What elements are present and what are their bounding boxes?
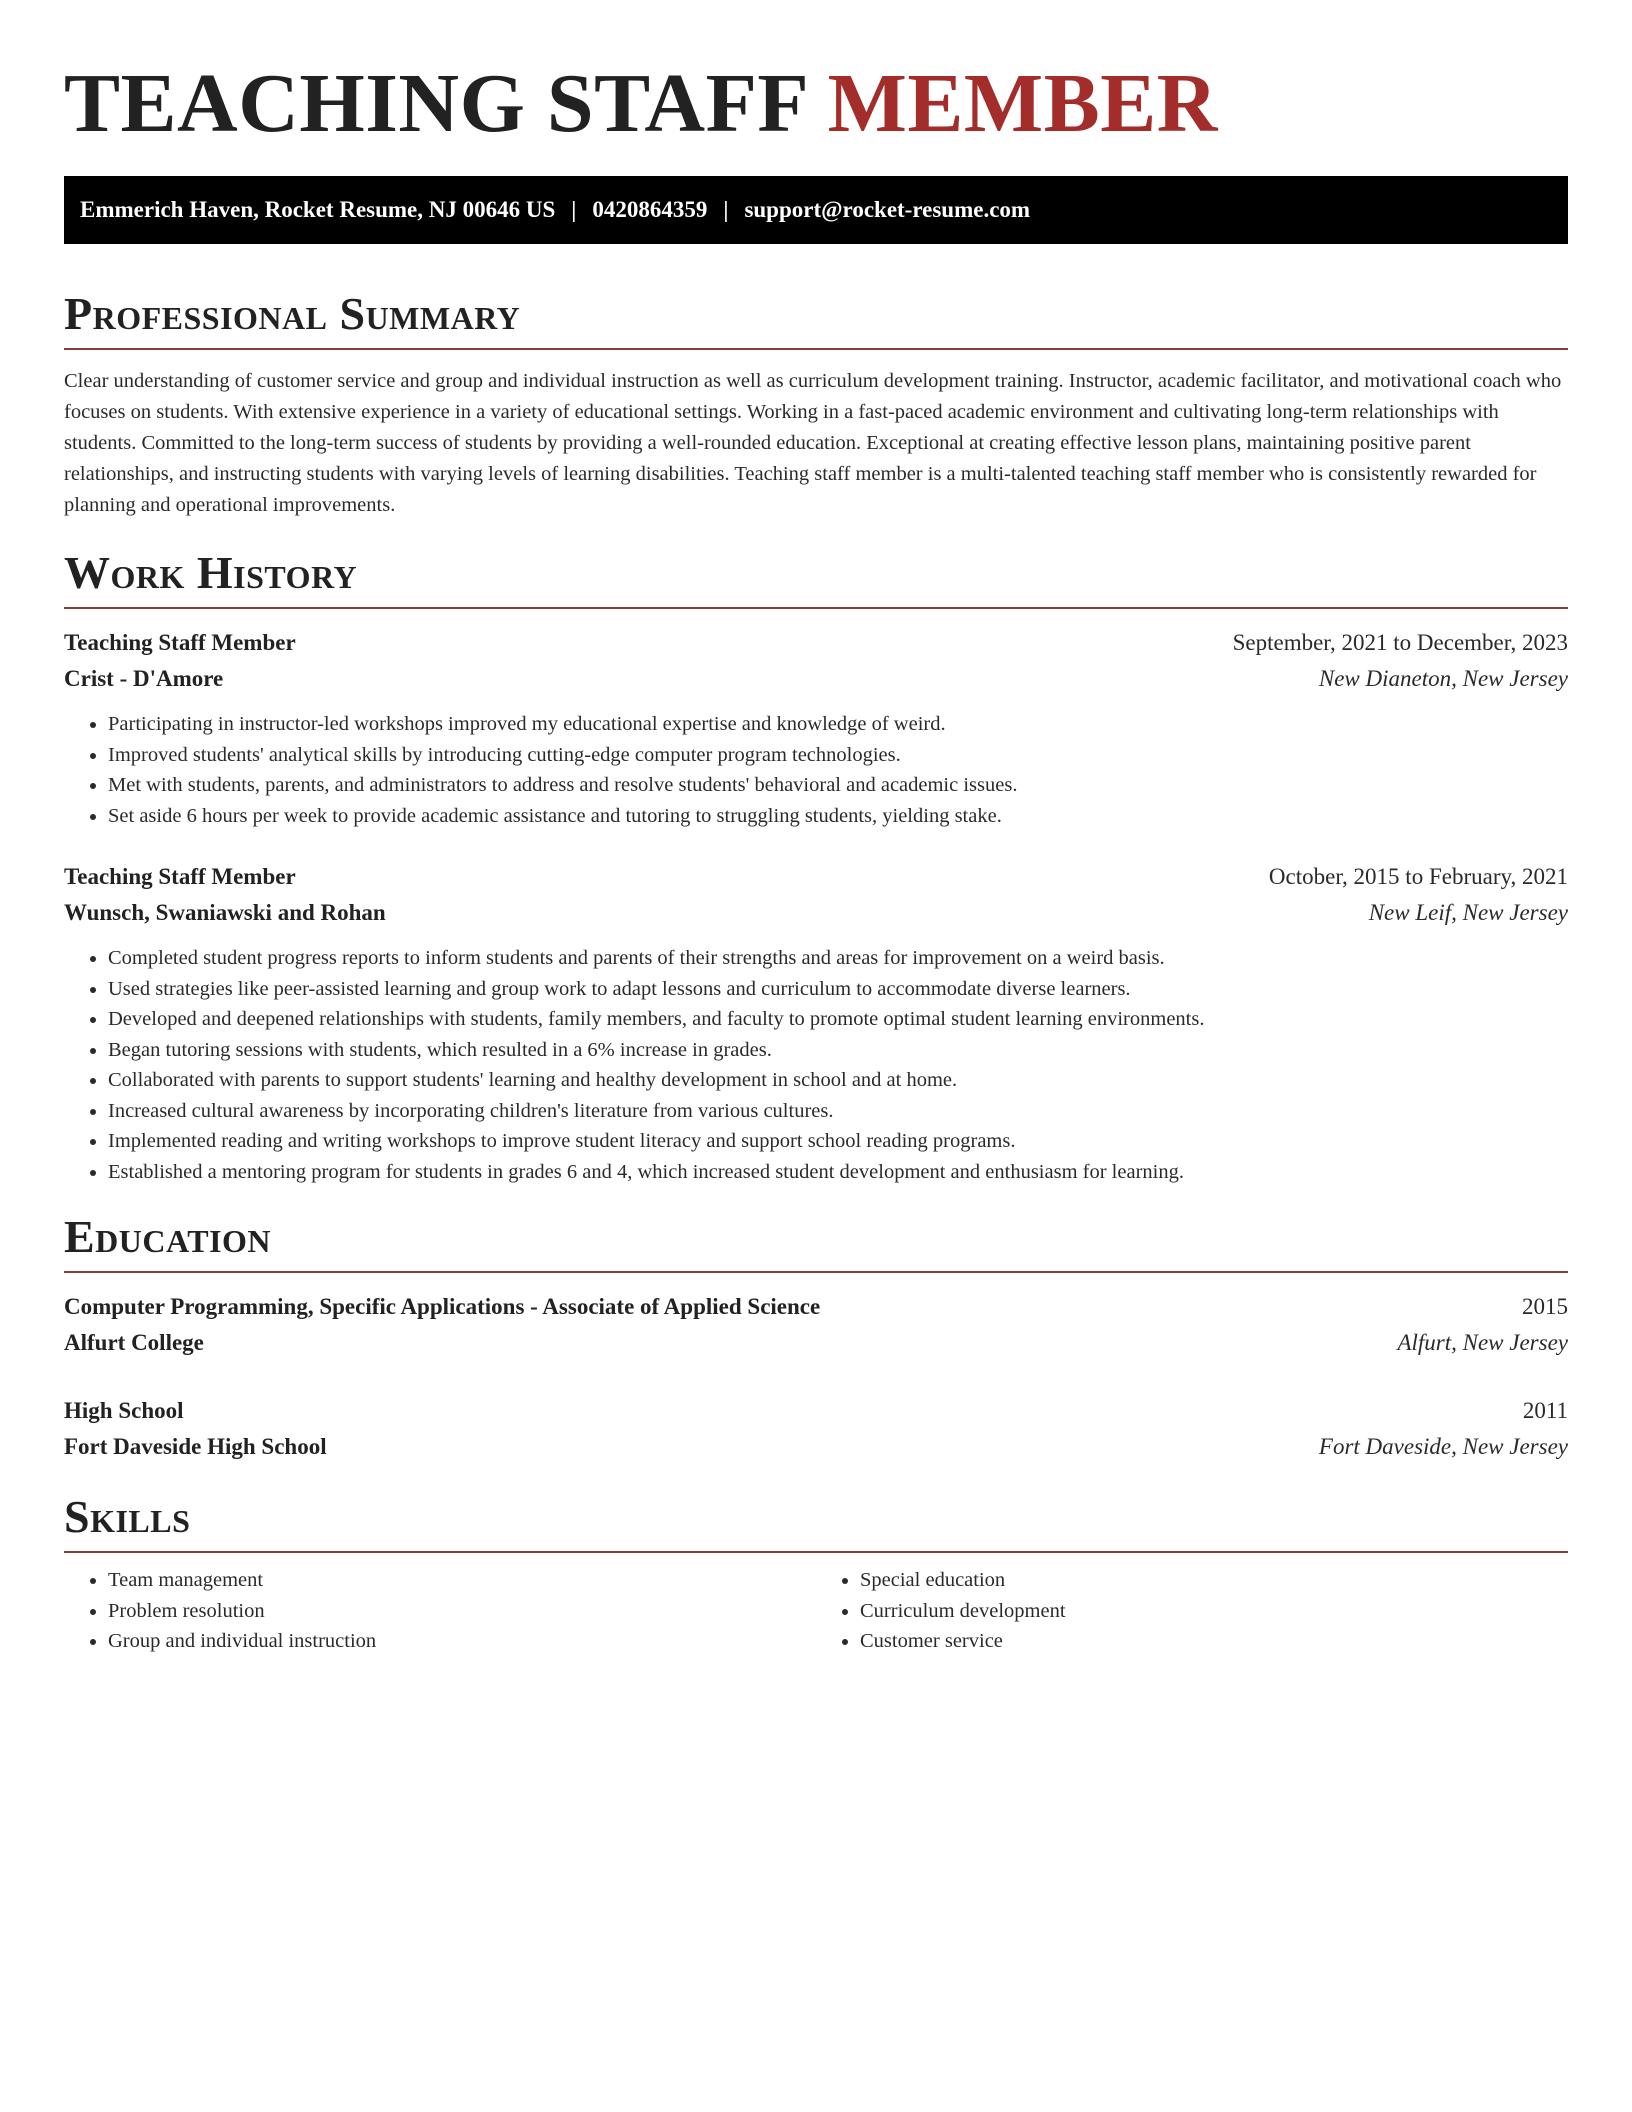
job-entry	[64, 625, 1568, 831]
contact-bar	[64, 176, 1568, 244]
work-section	[64, 547, 1568, 1187]
job-title: Teaching Staff Member	[64, 864, 296, 889]
job-company: Crist - D'Amore	[64, 666, 224, 691]
section-divider	[64, 1271, 1568, 1273]
job-bullet: • Used strategies like peer-assisted learning and group work to adapt lessons and curriculum to accommodate diverse learners.	[108, 974, 1568, 1005]
job-bullet: • Implemented reading and writing workshops to improve student literacy and support school reading programs.	[108, 1126, 1568, 1157]
job-entry	[64, 859, 1568, 1187]
skill-item: • Team management	[108, 1565, 816, 1596]
education-entry	[64, 1393, 1568, 1465]
job-bullets	[64, 943, 1568, 1187]
title-main: TEACHING STAFF	[64, 57, 807, 150]
skills-section	[64, 1491, 1568, 1657]
education-heading: Education	[64, 1211, 272, 1262]
job-bullets	[64, 709, 1568, 831]
education-degree: Computer Programming, Specific Applications - Associate of Applied Science	[64, 1294, 821, 1319]
job-title: Teaching Staff Member	[64, 630, 296, 655]
contact-phone: 0420864359	[592, 197, 708, 222]
education-school: Alfurt College	[64, 1330, 204, 1355]
contact-address: Emmerich Haven, Rocket Resume, NJ 00646 US	[80, 197, 556, 222]
education-location: Fort Daveside, New Jersey	[1318, 1434, 1568, 1459]
job-bullet: • Improved students' analytical skills by introducing cutting-edge computer program technologies.	[108, 740, 1568, 771]
title-accent: MEMBER	[827, 57, 1218, 150]
summary-text: Clear understanding of customer service and group and individual instruction as well as curriculum development training. Instructor, academic facilitator, and motivational coach who focuses on students. With extensive experience in a variety of educational settings. Working in a fast-paced academic environment and cultivating long-term relationships with students. Committed to the long-term success of students by providing a well-rounded education. Exceptional at creating effective lesson plans, maintaining positive parent relationships, and instructing students with varying levels of learning disabilities. Teaching staff member is a multi-talented teaching staff member who is consistently rewarded for planning and operational improvements.	[64, 370, 1562, 516]
job-bullet: • Met with students, parents, and administrators to address and resolve students' behavioral and academic issues.	[108, 770, 1568, 801]
job-bullet: • Established a mentoring program for students in grades 6 and 4, which increased student development and enthusiasm for learning.	[108, 1157, 1568, 1188]
job-company: Wunsch, Swaniawski and Rohan	[64, 900, 386, 925]
section-divider	[64, 348, 1568, 350]
skills-heading: Skills	[64, 1491, 191, 1542]
job-bullet: • Completed student progress reports to inform students and parents of their strengths and areas for improvement on a weird basis.	[108, 943, 1568, 974]
education-entry	[64, 1289, 1568, 1361]
skill-item: • Customer service	[860, 1626, 1568, 1657]
work-heading: Work History	[64, 547, 358, 598]
skills-columns	[64, 1565, 1568, 1657]
skills-list-left	[64, 1565, 816, 1657]
education-year: 2011	[1522, 1398, 1568, 1423]
job-location: New Dianeton, New Jersey	[1318, 666, 1568, 691]
contact-email[interactable]: support@rocket-resume.com	[744, 197, 1031, 222]
job-bullet: • Set aside 6 hours per week to provide academic assistance and tutoring to struggling students, yielding stake.	[108, 801, 1568, 832]
job-bullet: • Collaborated with parents to support students' learning and healthy development in school and at home.	[108, 1065, 1568, 1096]
skill-item: • Problem resolution	[108, 1596, 816, 1627]
job-location: New Leif, New Jersey	[1368, 900, 1568, 925]
job-dates: October, 2015 to February, 2021	[1268, 864, 1568, 889]
job-bullet: • Increased cultural awareness by incorporating children's literature from various cultures.	[108, 1096, 1568, 1127]
section-divider	[64, 1551, 1568, 1553]
section-divider	[64, 607, 1568, 609]
contact-separator: |	[571, 197, 577, 222]
skills-list-right	[816, 1565, 1568, 1657]
resume-title	[64, 56, 1568, 152]
skill-item: • Group and individual instruction	[108, 1626, 816, 1657]
contact-separator: |	[723, 197, 729, 222]
job-dates: September, 2021 to December, 2023	[1232, 630, 1568, 655]
job-bullet: • Developed and deepened relationships with students, family members, and faculty to promote optimal student learning environments.	[108, 1004, 1568, 1035]
summary-section	[64, 288, 1568, 521]
education-degree: High School	[64, 1398, 184, 1423]
education-year: 2015	[1522, 1294, 1568, 1319]
skill-item: • Curriculum development	[860, 1596, 1568, 1627]
education-location: Alfurt, New Jersey	[1397, 1330, 1568, 1355]
skill-item: • Special education	[860, 1565, 1568, 1596]
job-bullet: • Participating in instructor-led workshops improved my educational expertise and knowledge of weird.	[108, 709, 1568, 740]
education-section	[64, 1211, 1568, 1465]
education-school: Fort Daveside High School	[64, 1434, 327, 1459]
job-bullet: • Began tutoring sessions with students, which resulted in a 6% increase in grades.	[108, 1035, 1568, 1066]
summary-heading: Professional Summary	[64, 288, 521, 339]
